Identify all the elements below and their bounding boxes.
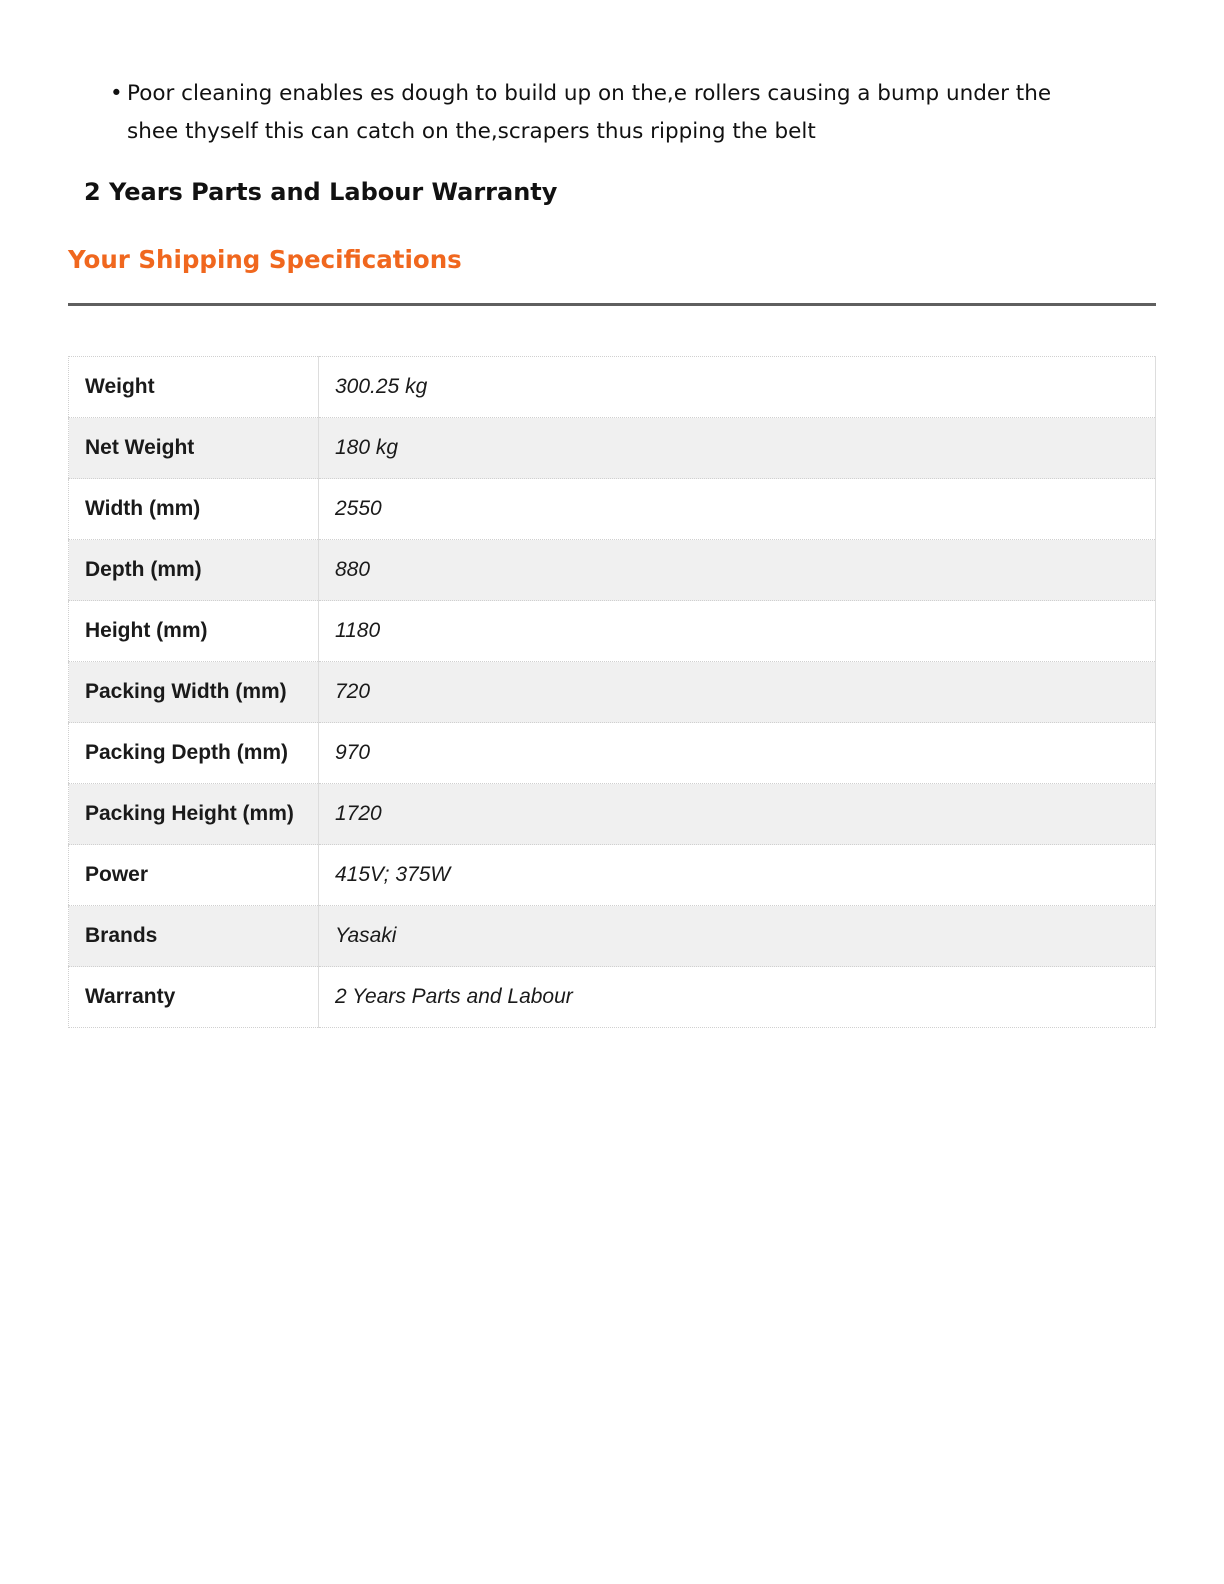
bullet-list xyxy=(68,75,1156,151)
spec-value: 2 Years Parts and Labour xyxy=(319,967,1156,1028)
spec-label: Depth (mm) xyxy=(69,540,319,601)
spec-value: 180 kg xyxy=(319,418,1156,479)
spec-label: Packing Depth (mm) xyxy=(69,723,319,784)
spec-row xyxy=(69,723,1156,784)
spec-label: Height (mm) xyxy=(69,601,319,662)
spec-row xyxy=(69,540,1156,601)
spec-label: Packing Width (mm) xyxy=(69,662,319,723)
spec-row xyxy=(69,845,1156,906)
spec-value: 2550 xyxy=(319,479,1156,540)
spec-label: Power xyxy=(69,845,319,906)
warranty-heading: 2 Years Parts and Labour Warranty xyxy=(84,178,558,206)
spec-value: Yasaki xyxy=(319,906,1156,967)
spec-value: 1180 xyxy=(319,601,1156,662)
spec-value: 1720 xyxy=(319,784,1156,845)
spec-label: Net Weight xyxy=(69,418,319,479)
spec-value: 300.25 kg xyxy=(319,357,1156,418)
spec-label: Warranty xyxy=(69,967,319,1028)
spec-row xyxy=(69,784,1156,845)
spec-label: Packing Height (mm) xyxy=(69,784,319,845)
spec-row xyxy=(69,662,1156,723)
shipping-specifications-heading: Your Shipping Specifications xyxy=(68,245,462,274)
spec-label: Brands xyxy=(69,906,319,967)
spec-table xyxy=(68,356,1156,1028)
spec-row xyxy=(69,357,1156,418)
spec-row xyxy=(69,906,1156,967)
spec-row xyxy=(69,967,1156,1028)
spec-label: Weight xyxy=(85,375,155,398)
spec-table-body xyxy=(69,357,1156,1028)
spec-value: 720 xyxy=(319,662,1156,723)
bullet-item: • Poor cleaning enables es dough to build up on the,e rollers causing a bump under the shee thyself this can catch on the,scrapers thus ripping the belt xyxy=(110,75,1105,151)
spec-value: 880 xyxy=(319,540,1156,601)
spec-row xyxy=(69,418,1156,479)
section-divider xyxy=(68,303,1156,306)
spec-value: 970 xyxy=(319,723,1156,784)
spec-row xyxy=(69,601,1156,662)
spec-label: Width (mm) xyxy=(69,479,319,540)
spec-value: 415V; 375W xyxy=(319,845,1156,906)
spec-row xyxy=(69,479,1156,540)
